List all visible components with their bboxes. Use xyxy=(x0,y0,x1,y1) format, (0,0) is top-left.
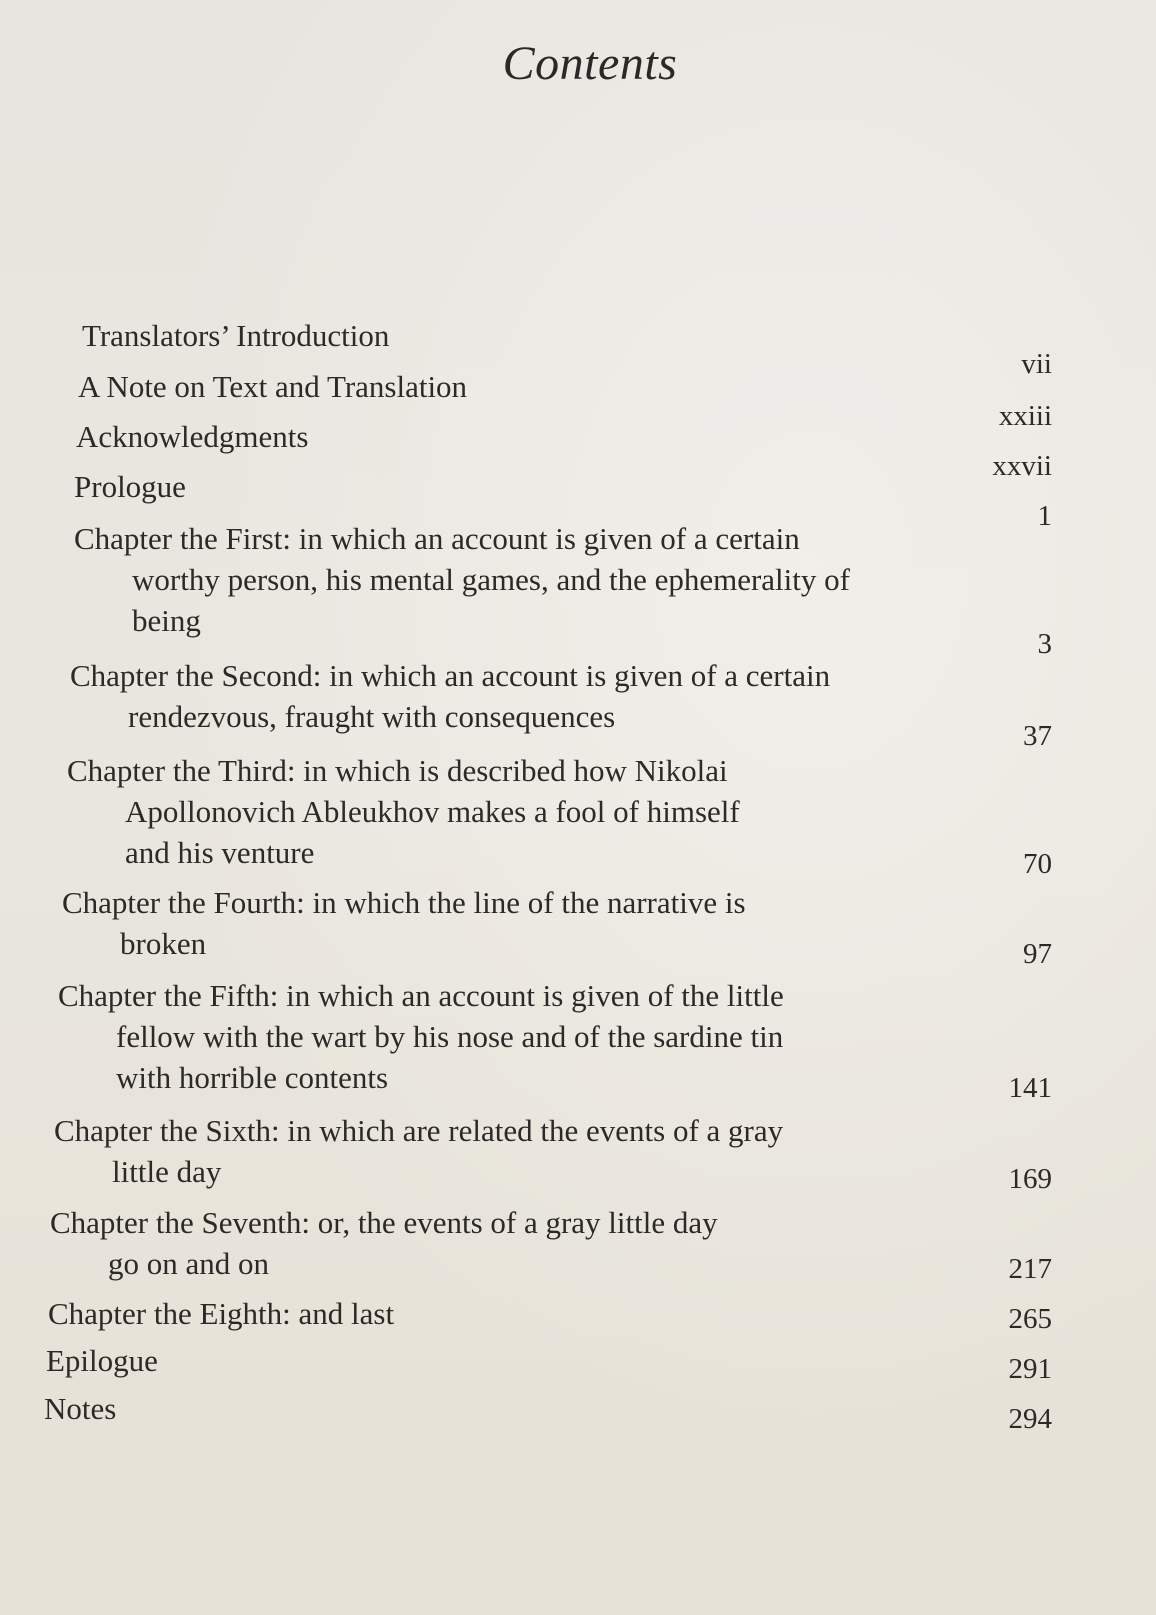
toc-entry xyxy=(76,416,308,457)
toc-entry-title-continuation: worthy person, his mental games, and the ephemerality of xyxy=(132,562,850,597)
toc-entry-title: Chapter the Fifth: in which an account is given of the little xyxy=(58,978,784,1013)
toc-entry xyxy=(62,882,746,964)
toc-entry xyxy=(70,655,830,737)
toc-page-number: xxiii xyxy=(998,400,1052,432)
toc-entry-title: Acknowledgments xyxy=(76,419,309,454)
toc-entry-title: Chapter the Sixth: in which are related the events of a gray xyxy=(54,1113,784,1148)
toc-entry-title: Chapter the First: in which an account is given of a certain xyxy=(74,521,800,556)
toc-entry xyxy=(58,975,784,1098)
toc-entry-title: Chapter the Second: in which an account is given of a certain xyxy=(70,658,831,693)
toc-page-number: 3 xyxy=(1037,628,1052,660)
toc-entry-title: Chapter the Third: in which is described how Nikolai xyxy=(67,753,728,788)
toc-entry-title: Translators’ Introduction xyxy=(82,318,390,353)
toc-entry xyxy=(78,366,467,407)
toc-entry-title: Chapter the Seventh: or, the events of a gray little day xyxy=(50,1205,718,1240)
toc-page-number: 265 xyxy=(1008,1303,1052,1335)
toc-page-number: 37 xyxy=(1023,720,1052,752)
toc-entry-title: Notes xyxy=(44,1391,117,1426)
toc-page-number: 141 xyxy=(1008,1072,1052,1104)
toc-entry xyxy=(74,518,850,641)
toc-entry-title: Epilogue xyxy=(46,1343,158,1378)
toc-entry-title-continuation: with horrible contents xyxy=(116,1060,389,1095)
page-title: Contents xyxy=(502,37,678,90)
toc-entry xyxy=(46,1340,158,1381)
toc-page-number: 169 xyxy=(1008,1163,1052,1195)
toc-entry-title-continuation: rendezvous, fraught with consequences xyxy=(128,699,616,734)
toc-page-number: 70 xyxy=(1023,848,1052,880)
toc-page-number: xxvii xyxy=(992,450,1052,482)
toc-entry xyxy=(48,1293,394,1334)
toc-entry-title-continuation: Apollonovich Ableukhov makes a fool of himself xyxy=(125,794,740,829)
toc-page-number: 294 xyxy=(1008,1403,1052,1435)
toc-page-number: 291 xyxy=(1008,1353,1052,1385)
toc-entry-title: Chapter the Fourth: in which the line of the narrative is xyxy=(62,885,746,920)
toc-entry-title-continuation: being xyxy=(132,603,201,638)
toc-entry-title-continuation: broken xyxy=(120,926,207,961)
toc-entry-title: Chapter the Eighth: and last xyxy=(48,1296,395,1331)
toc-entry xyxy=(67,750,740,873)
toc-entry-title: A Note on Text and Translation xyxy=(78,369,468,404)
toc-entry-title-continuation: and his venture xyxy=(125,835,315,870)
toc-page-number: 1 xyxy=(1037,500,1052,532)
toc-entry xyxy=(44,1388,116,1429)
toc-page-number: 217 xyxy=(1008,1253,1052,1285)
toc-entry-title: Prologue xyxy=(74,469,186,504)
toc-page-number: vii xyxy=(1021,348,1052,380)
toc-entry-title-continuation: go on and on xyxy=(108,1246,270,1281)
toc-entry xyxy=(54,1110,783,1192)
toc-entry-title-continuation: little day xyxy=(112,1154,222,1189)
toc-page-number: 97 xyxy=(1023,938,1052,970)
toc-entry-title-continuation: fellow with the wart by his nose and of the sardine tin xyxy=(116,1019,784,1054)
toc-entry xyxy=(50,1202,718,1284)
toc-entry xyxy=(82,315,389,356)
toc-entry xyxy=(74,466,186,507)
